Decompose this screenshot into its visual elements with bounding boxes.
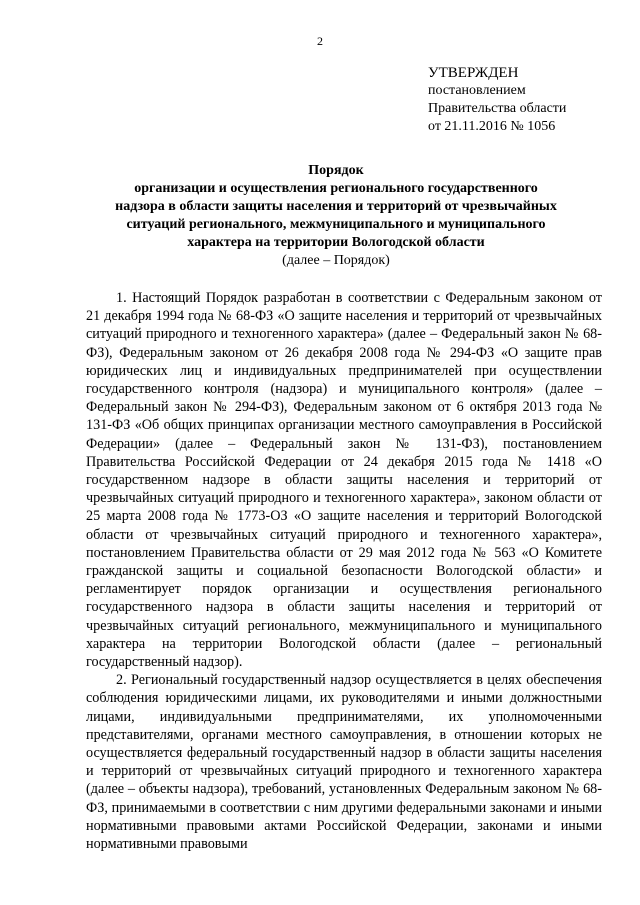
title-heading: Порядок bbox=[308, 163, 364, 178]
document-title bbox=[86, 162, 586, 270]
page-number: 2 bbox=[317, 34, 323, 48]
title-line: ситуаций регионального, межмуниципального и муниципального bbox=[126, 217, 546, 232]
approval-heading: УТВЕРЖДЕН bbox=[428, 65, 519, 81]
paragraph-2: 2. Региональный государственный надзор осуществляется в целях обеспечения соблюдения юридическими лицами, их руководителями и иными должностными лицами, индивидуальными предпринимателями, их уполномоченными представителями, органами местного самоуправления, в отношении которых не осуществляется федеральный государственный надзор в области защиты населения и территорий от чрезвычайных ситуаций природного и техногенного характера (далее – объекты надзора), требований, установленных Федеральным законом № 68-ФЗ, принимаемыми в соответствии с ним другими федеральными законами и иными нормативными правовыми актами Российской Федерации, законами и иными нормативными правовыми bbox=[86, 672, 602, 853]
title-line: характера на территории Вологодской области bbox=[187, 235, 485, 250]
title-line: надзора в области защиты населения и территорий от чрезвычайных bbox=[115, 199, 557, 214]
document-body bbox=[86, 289, 602, 853]
paragraph-1: 1. Настоящий Порядок разработан в соответствии с Федеральным законом от 21 декабря 1994 года № 68-ФЗ «О защите населения и территорий от чрезвычайных ситуаций природного и техногенного характера» (далее – Федеральный закон № 68-ФЗ), Федеральным законом от 26 декабря 2008 года № 294-ФЗ «О защите прав юридических лиц и индивидуальных предпринимателей при осуществлении государственного контроля (надзора) и муниципального контроля» (далее – Федеральный закон № 294-ФЗ), Федеральным законом от 6 октября 2013 года № 131-ФЗ «Об общих принципах организации местного самоуправления в Российской Федерации» (далее – Федеральный закон № 131-ФЗ), постановлением Правительства Российской Федерации от 24 декабря 2015 года № 1418 «О государственном надзоре в области защиты населения и территорий от чрезвычайных ситуаций природного и техногенного характера», законом области от 25 марта 2008 года № 1773-ОЗ «О защите населения и территорий Вологодской области от чрезвычайных ситуаций природного и техногенного характера», постановлением Правительства области от 29 мая 2012 года № 563 «О Комитете гражданской защиты и социальной безопасности Вологодской области» и регламентирует порядок организации и осуществления регионального государственного надзора в области защиты населения и территорий от чрезвычайных ситуаций регионального, межмуниципального и муниципального характера на территории Вологодской области (далее – региональный государственный надзор). bbox=[86, 290, 602, 671]
approval-date: от 21.11.2016 № 1056 bbox=[428, 119, 556, 134]
title-note: (далее – Порядок) bbox=[282, 253, 390, 268]
approval-line: Правительства области bbox=[428, 101, 567, 116]
approval-line: постановлением bbox=[428, 83, 526, 98]
approval-stamp bbox=[428, 64, 566, 136]
title-line: организации и осуществления регионального государственного bbox=[134, 181, 538, 196]
